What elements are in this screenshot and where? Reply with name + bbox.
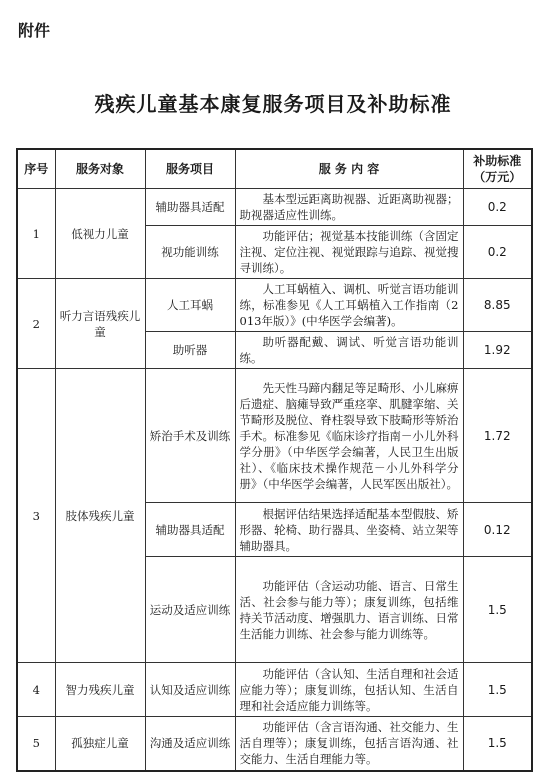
subsidy-table <box>16 148 533 772</box>
row-target: 低视力儿童 <box>55 189 145 279</box>
header-project: 服务项目 <box>145 149 235 189</box>
row-project: 助听器 <box>145 332 235 369</box>
header-content: 服 务 内 容 <box>235 149 463 189</box>
row-target: 孤独症儿童 <box>55 717 145 771</box>
row-content: 功能评估；视觉基本技能训练（含固定注视、定位注视、视觉跟踪与追踪、视觉搜寻训练）。 <box>235 226 463 279</box>
row-subsidy: 1.5 <box>463 557 532 663</box>
row-subsidy: 8.85 <box>463 279 532 332</box>
table-row <box>17 189 532 226</box>
row-project: 矫治手术及训练 <box>145 369 235 503</box>
row-subsidy: 1.5 <box>463 717 532 771</box>
attachment-label: 附件 <box>18 21 51 40</box>
row-subsidy: 1.92 <box>463 332 532 369</box>
header-subsidy: 补助标准（万元） <box>463 149 532 189</box>
row-project: 沟通及适应训练 <box>145 717 235 771</box>
row-content: 功能评估（含认知、生活自理和社会适应能力等）；康复训练，包括认知、生活自理和社会适应能力训练等。 <box>235 663 463 717</box>
table-row <box>17 717 532 771</box>
row-project: 运动及适应训练 <box>145 557 235 663</box>
table-row <box>17 279 532 332</box>
row-content: 根据评估结果选择适配基本型假肢、矫形器、轮椅、助行器具、坐姿椅、站立架等辅助器具。 <box>235 503 463 557</box>
row-subsidy: 0.12 <box>463 503 532 557</box>
row-project: 认知及适应训练 <box>145 663 235 717</box>
row-no: 2 <box>17 279 55 369</box>
row-subsidy: 0.2 <box>463 189 532 226</box>
row-content: 基本型远距离助视器、近距离助视器；助视器适应性训练。 <box>235 189 463 226</box>
row-no: 3 <box>17 369 55 663</box>
header-target: 服务对象 <box>55 149 145 189</box>
row-target: 智力残疾儿童 <box>55 663 145 717</box>
row-subsidy: 1.72 <box>463 369 532 503</box>
table-row <box>17 663 532 717</box>
row-project: 视功能训练 <box>145 226 235 279</box>
row-no: 4 <box>17 663 55 717</box>
row-content: 助听器配戴、调试、听觉言语功能训练。 <box>235 332 463 369</box>
row-project: 人工耳蜗 <box>145 279 235 332</box>
row-subsidy: 1.5 <box>463 663 532 717</box>
row-content: 人工耳蜗植入、调机、听觉言语功能训练，标准参见《人工耳蜗植入工作指南（2013年版）》(中华医学会编著)。 <box>235 279 463 332</box>
row-content: 先天性马蹄内翻足等足畸形、小儿麻痹后遗症、脑瘫导致严重痉挛、肌腱挛缩、关节畸形及脱位、脊柱裂导致下肢畸形等矫治手术。标准参见《临床诊疗指南－小儿外科学分册》（中华医学会编著，人民卫生出版社）、《临床技术操作规范－小儿外科学分册》（中华医学会编著，人民军医出版社）。 <box>235 369 463 503</box>
row-no: 5 <box>17 717 55 771</box>
table-header-row <box>17 149 532 189</box>
row-target: 听力言语残疾儿童 <box>55 279 145 369</box>
table-row <box>17 369 532 503</box>
row-content: 功能评估（含运动功能、语言、日常生活、社会参与能力等）；康复训练，包括维持关节活动度、增强肌力、语言训练、日常生活能力训练、社会参与能力训练等。 <box>235 557 463 663</box>
page-title: 残疾儿童基本康复服务项目及补助标准 <box>94 92 452 116</box>
row-no: 1 <box>17 189 55 279</box>
row-target: 肢体残疾儿童 <box>55 369 145 663</box>
row-project: 辅助器具适配 <box>145 189 235 226</box>
row-content: 功能评估（含言语沟通、社交能力、生活自理等）；康复训练，包括言语沟通、社交能力、生活自理能力等。 <box>235 717 463 771</box>
row-project: 辅助器具适配 <box>145 503 235 557</box>
row-subsidy: 0.2 <box>463 226 532 279</box>
header-no: 序号 <box>17 149 55 189</box>
